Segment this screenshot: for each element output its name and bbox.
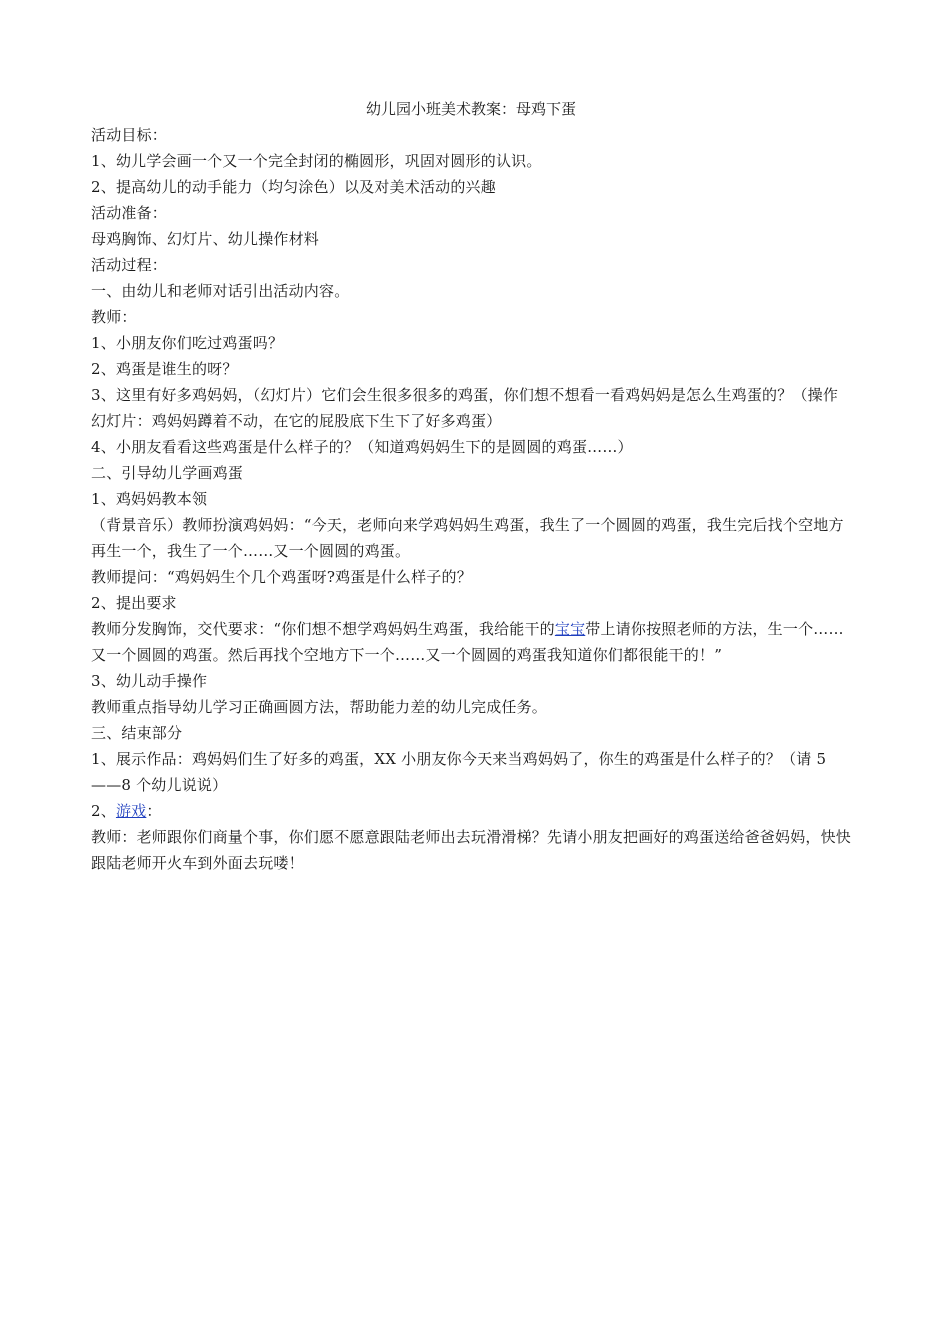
step1-heading: 1、鸡妈妈教本领 — [91, 490, 208, 508]
step3-heading: 3、幼儿动手操作 — [91, 672, 208, 690]
question-3: 3、这里有好多鸡妈妈，（幻灯片）它们会生很多很多的鸡蛋，你们想不想看一看鸡妈妈是怎么生鸡蛋的？（操作幻灯片：鸡妈妈蹲着不动，在它的屁股底下生下了好多鸡蛋） — [91, 386, 839, 430]
step2-text-before: 教师分发胸饰，交代要求：“你们想不想学鸡妈妈生鸡蛋，我给能干的 — [91, 620, 555, 638]
baobao-link[interactable]: 宝宝 — [554, 620, 586, 638]
game-link[interactable]: 游戏 — [115, 802, 147, 820]
step2-heading: 2、提出要求 — [91, 594, 177, 612]
question-1: 1、小朋友你们吃过鸡蛋吗？ — [91, 334, 284, 352]
document-title: 幼儿园小班美术教案：母鸡下蛋 — [365, 100, 576, 118]
step1-text: （背景音乐）教师扮演鸡妈妈：“今天，老师向来学鸡妈妈生鸡蛋，我生了一个圆圆的鸡蛋，我生完后找个空地方再生一个，我生了一个……又一个圆圆的鸡蛋。 — [91, 516, 844, 560]
process-heading: 活动过程： — [91, 256, 168, 274]
goal-heading: 活动目标： — [91, 126, 168, 144]
part3-heading: 三、结束部分 — [91, 724, 183, 742]
prep-items: 母鸡胸饰、幻灯片、幼儿操作材料 — [91, 230, 320, 248]
step2-paragraph — [91, 616, 851, 668]
step2-text-after: 带上请你按照老师的方法，生一个……又一个圆圆的鸡蛋。然后再找个空地方下一个……又一个圆圆的鸡蛋我知道你们都很能干的！” — [91, 620, 844, 664]
end-item-2 — [91, 798, 851, 824]
teacher-label: 教师： — [91, 308, 137, 326]
goal-item-1: 1、幼儿学会画一个又一个完全封闭的椭圆形，巩固对圆形的认识。 — [91, 152, 542, 170]
prep-heading: 活动准备： — [91, 204, 168, 222]
document-page — [91, 96, 851, 876]
goal-item-2: 2、提高幼儿的动手能力（均匀涂色）以及对美术活动的兴趣 — [91, 178, 496, 196]
part1-heading: 一、由幼儿和老师对话引出活动内容。 — [91, 282, 350, 300]
question-4: 4、小朋友看看这些鸡蛋是什么样子的？（知道鸡妈妈生下的是圆圆的鸡蛋……） — [91, 438, 633, 456]
end-item-1: 1、展示作品：鸡妈妈们生了好多的鸡蛋，XX 小朋友你今天来当鸡妈妈了，你生的鸡蛋是什么样子的？（请 5——8 个幼儿说说） — [91, 750, 827, 794]
step1-question: 教师提问：“鸡妈妈生个几个鸡蛋呀?鸡蛋是什么样子的？ — [91, 568, 472, 586]
question-2: 2、鸡蛋是谁生的呀？ — [91, 360, 238, 378]
end-item-2-prefix: 2、 — [91, 802, 116, 820]
step3-text: 教师重点指导幼儿学习正确画圆方法，帮助能力差的幼儿完成任务。 — [91, 698, 548, 716]
end-item-2-suffix: ： — [146, 802, 162, 820]
part2-heading: 二、引导幼儿学画鸡蛋 — [91, 464, 244, 482]
end-item-2-text: 教师：老师跟你们商量个事，你们愿不愿意跟陆老师出去玩滑滑梯？先请小朋友把画好的鸡蛋送给爸爸妈妈，快快跟陆老师开火车到外面去玩喽！ — [91, 828, 852, 872]
